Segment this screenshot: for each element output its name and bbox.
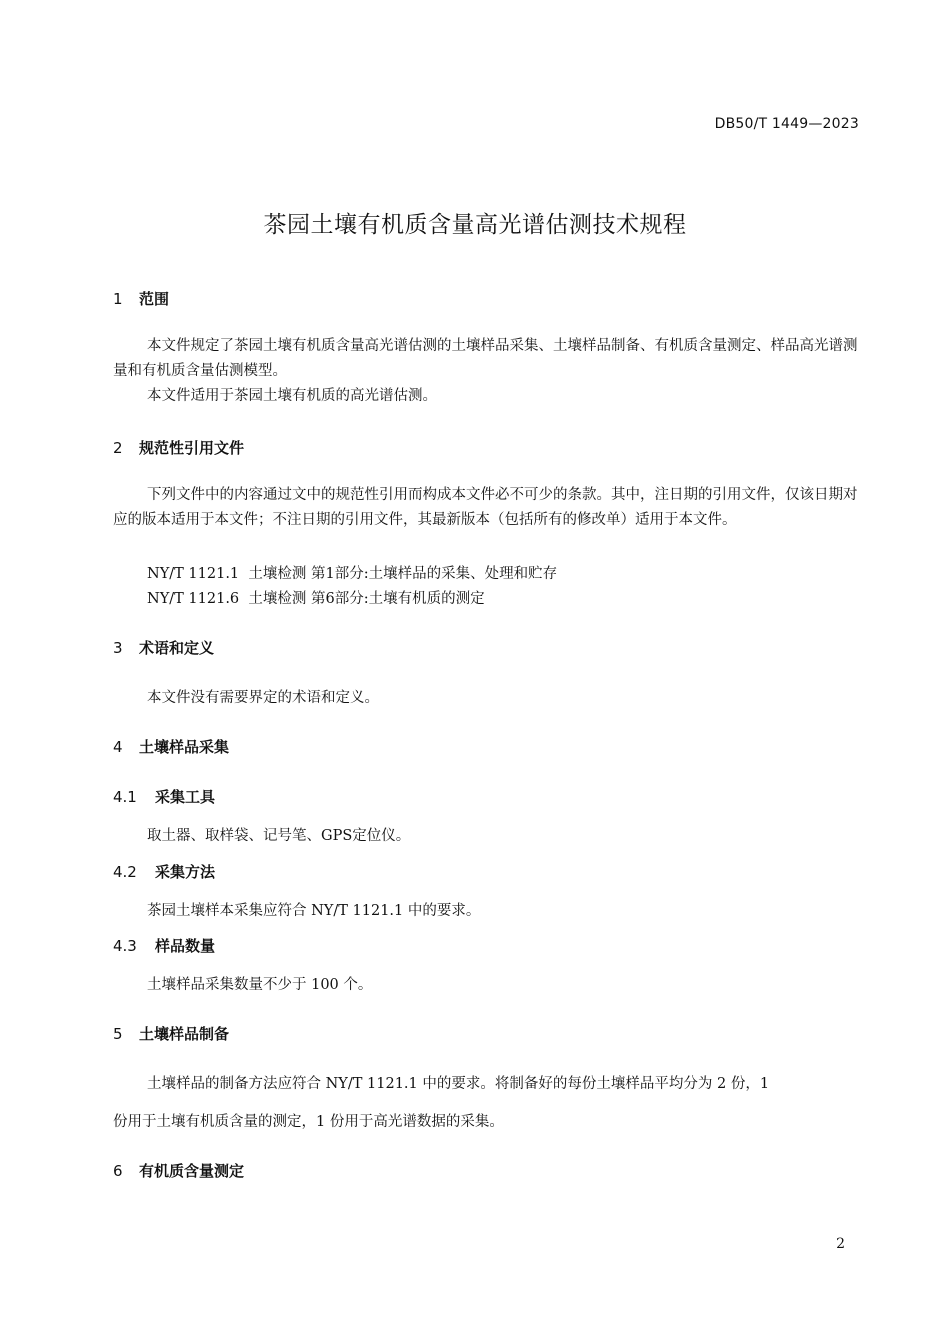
- section-title: 采集方法: [155, 863, 216, 881]
- section-1-heading: [113, 288, 169, 309]
- section-4-3-heading: [113, 935, 215, 956]
- section-2-heading: [113, 437, 244, 458]
- section-1-paragraph-1: 本文件规定了茶园土壤有机质含量高光谱估测的土壤样品采集、土壤样品制备、有机质含量测定、样品高光谱测量和有机质含量估测模型。: [113, 338, 858, 379]
- section-title: 土壤样品采集: [139, 738, 230, 756]
- reference-1: NY/T 1121.1 土壤检测 第1部分:土壤样品的采集、处理和贮存: [147, 566, 558, 582]
- section-4-2-heading: [113, 861, 215, 882]
- section-number: 4.1: [113, 788, 137, 806]
- document-title: 茶园土壤有机质含量高光谱估测技术规程: [263, 212, 687, 238]
- reference-2: NY/T 1121.6 土壤检测 第6部分:土壤有机质的测定: [147, 591, 485, 607]
- document-code: DB50/T 1449—2023: [714, 116, 859, 132]
- section-3-paragraph-1: 本文件没有需要界定的术语和定义。: [147, 690, 379, 706]
- section-5-line-1: 土壤样品的制备方法应符合 NY/T 1121.1 中的要求。将制备好的每份土壤样品平均分为 2 份，1: [147, 1076, 770, 1092]
- section-4-2-text: 茶园土壤样本采集应符合 NY/T 1121.1 中的要求。: [147, 903, 481, 919]
- section-number: 4: [113, 738, 123, 756]
- section-number: 1: [113, 290, 123, 308]
- section-title: 样品数量: [155, 937, 216, 955]
- section-number: 6: [113, 1162, 123, 1180]
- section-6-heading: [113, 1160, 244, 1181]
- section-title: 术语和定义: [139, 639, 215, 657]
- section-4-3-text: 土壤样品采集数量不少于 100 个。: [147, 977, 373, 993]
- section-number: 4.3: [113, 937, 137, 955]
- section-number: 3: [113, 639, 123, 657]
- section-title: 采集工具: [155, 788, 216, 806]
- section-title: 有机质含量测定: [139, 1162, 245, 1180]
- section-5-line-2: 份用于土壤有机质含量的测定，1 份用于高光谱数据的采集。: [113, 1114, 504, 1130]
- section-number: 4.2: [113, 863, 137, 881]
- section-1-paragraph-2: 本文件适用于茶园土壤有机质的高光谱估测。: [147, 388, 437, 404]
- section-5-heading: [113, 1023, 229, 1044]
- section-3-heading: [113, 637, 214, 658]
- section-2-paragraph-1: 下列文件中的内容通过文中的规范性引用而构成本文件必不可少的条款。其中，注日期的引用文件，仅该日期对应的版本适用于本文件；不注日期的引用文件，其最新版本（包括所有的修改单）适用于本文件。: [113, 487, 858, 528]
- section-number: 5: [113, 1025, 123, 1043]
- section-4-1-text: 取土器、取样袋、记号笔、GPS定位仪。: [147, 828, 411, 844]
- section-4-1-heading: [113, 786, 215, 807]
- section-number: 2: [113, 439, 123, 457]
- section-title: 规范性引用文件: [139, 439, 245, 457]
- section-title: 土壤样品制备: [139, 1025, 230, 1043]
- section-title: 范围: [139, 290, 170, 308]
- page-number: 2: [836, 1236, 845, 1252]
- section-4-heading: [113, 736, 229, 757]
